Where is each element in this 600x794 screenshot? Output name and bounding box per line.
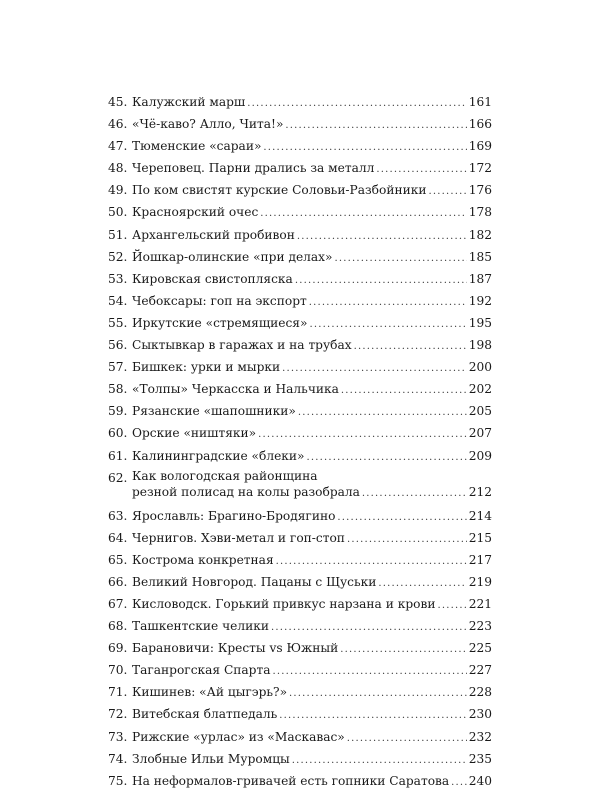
toc-entry[interactable] <box>108 527 492 549</box>
entry-title: Чернигов. Хэви-метал и гоп-стоп <box>132 530 345 545</box>
toc-entry[interactable] <box>108 312 492 334</box>
entry-number: 61. <box>108 448 128 463</box>
toc-entry[interactable] <box>108 201 492 223</box>
dot-leader <box>285 115 466 137</box>
entry-page: 228 <box>468 685 492 700</box>
entry-title: Бишкек: урки и мырки <box>132 360 281 375</box>
entry-page: 195 <box>468 315 492 330</box>
entry-number: 60. <box>108 426 128 441</box>
toc-entry[interactable] <box>108 445 492 467</box>
entry-number: 59. <box>108 404 128 419</box>
entry-number: 51. <box>108 227 128 242</box>
dot-leader <box>337 507 466 529</box>
dot-leader <box>298 402 467 424</box>
entry-number: 66. <box>108 574 128 589</box>
toc-entry[interactable] <box>108 179 492 201</box>
toc-entry[interactable] <box>108 290 492 312</box>
toc-entry[interactable] <box>108 378 492 400</box>
dot-leader <box>307 447 467 469</box>
entry-title: Барановичи: Кресты vs Южный <box>132 641 339 656</box>
entry-page: 215 <box>468 530 492 545</box>
entry-number: 55. <box>108 315 128 330</box>
toc-entry[interactable] <box>108 770 492 792</box>
dot-leader <box>247 93 466 115</box>
toc-entry[interactable] <box>108 593 492 615</box>
dot-leader <box>292 750 467 772</box>
entry-page: 230 <box>468 707 492 722</box>
entry-number: 58. <box>108 382 128 397</box>
entry-page: 166 <box>468 117 492 132</box>
entry-number: 52. <box>108 249 128 264</box>
dot-leader <box>271 617 467 639</box>
toc-entry[interactable] <box>108 681 492 703</box>
toc-entry[interactable] <box>108 615 492 637</box>
toc-entry[interactable] <box>108 467 492 505</box>
entry-number: 54. <box>108 293 128 308</box>
toc-entry[interactable] <box>108 157 492 179</box>
toc-entry[interactable] <box>108 422 492 444</box>
entry-number: 47. <box>108 139 128 154</box>
toc-entry[interactable] <box>108 726 492 748</box>
entry-number: 70. <box>108 663 128 678</box>
entry-page: 212 <box>468 484 492 499</box>
table-of-contents <box>108 91 492 792</box>
entry-title: Тюменские «сараи» <box>132 139 262 154</box>
toc-entry[interactable] <box>108 224 492 246</box>
entry-title: Кишинев: «Ай цыгэрь?» <box>132 685 288 700</box>
entry-number: 46. <box>108 117 128 132</box>
entry-number: 49. <box>108 183 128 198</box>
entry-title: Ташкентские челики <box>132 619 269 634</box>
dot-leader <box>347 728 467 750</box>
toc-entry[interactable] <box>108 356 492 378</box>
entry-title: Кострома конкретная <box>132 552 274 567</box>
entry-title: Калининградские «блеки» <box>132 448 305 463</box>
entry-title: По ком свистят курские Соловьи-Разбойники <box>132 183 427 198</box>
dot-leader <box>273 661 467 683</box>
dot-leader <box>297 226 467 248</box>
entry-title: Кисловодск. Горький привкус нарзана и крови <box>132 596 436 611</box>
toc-entry[interactable] <box>108 505 492 527</box>
entry-page: 182 <box>468 227 492 242</box>
entry-page: 232 <box>468 729 492 744</box>
entry-page: 172 <box>468 161 492 176</box>
dot-leader <box>354 336 467 358</box>
toc-entry[interactable] <box>108 91 492 113</box>
entry-page: 221 <box>468 596 492 611</box>
entry-page: 240 <box>468 773 492 788</box>
toc-entry[interactable] <box>108 748 492 770</box>
entry-page: 223 <box>468 619 492 634</box>
entry-number: 67. <box>108 596 128 611</box>
entry-number: 48. <box>108 161 128 176</box>
entry-number: 65. <box>108 552 128 567</box>
entry-page: 235 <box>468 751 492 766</box>
dot-leader <box>341 380 467 402</box>
entry-title: Таганрогская Спарта <box>132 663 271 678</box>
entry-page: 192 <box>468 293 492 308</box>
entry-number: 64. <box>108 530 128 545</box>
entry-number: 56. <box>108 338 128 353</box>
toc-entry[interactable] <box>108 113 492 135</box>
entry-title: Ярославль: Брагино-Бродягино <box>132 508 336 523</box>
entry-title: Рижские «урлас» из «Маскавас» <box>132 729 345 744</box>
entry-number: 69. <box>108 641 128 656</box>
dot-leader <box>376 159 466 181</box>
entry-number: 45. <box>108 95 128 109</box>
entry-page: 214 <box>468 508 492 523</box>
dot-leader <box>378 573 466 595</box>
entry-page: 202 <box>468 382 492 397</box>
dot-leader <box>309 314 466 336</box>
entry-page: 227 <box>468 663 492 678</box>
entry-number: 53. <box>108 271 128 286</box>
entry-page: 219 <box>468 574 492 589</box>
entry-number: 74. <box>108 751 128 766</box>
entry-page: 209 <box>468 448 492 463</box>
entry-title: Череповец. Парни дрались за металл <box>132 161 375 176</box>
entry-title: Витебская блатпедаль <box>132 707 278 722</box>
toc-entry[interactable] <box>108 400 492 422</box>
entry-number: 72. <box>108 707 128 722</box>
entry-title: Кировская свистопляска <box>132 271 293 286</box>
entry-page: 205 <box>468 404 492 419</box>
toc-entry[interactable] <box>108 135 492 157</box>
entry-page: 161 <box>468 95 492 109</box>
toc-entry[interactable] <box>108 637 492 659</box>
entry-page: 200 <box>468 360 492 375</box>
entry-title: Великий Новгород. Пацаны с Щуськи <box>132 574 377 589</box>
entry-title: «Толпы» Черкасска и Нальчика <box>132 382 339 397</box>
entry-title: «Чё-каво? Алло, Чита!» <box>132 117 284 132</box>
dot-leader <box>451 772 467 794</box>
entry-number: 50. <box>108 205 128 220</box>
entry-page: 198 <box>468 338 492 353</box>
toc-entry[interactable] <box>108 268 492 290</box>
entry-page: 176 <box>468 183 492 198</box>
entry-number: 63. <box>108 508 128 523</box>
entry-title: Рязанские «шапошники» <box>132 404 296 419</box>
entry-page: 178 <box>468 205 492 220</box>
toc-entry[interactable] <box>108 571 492 593</box>
entry-page: 169 <box>468 139 492 154</box>
dot-leader <box>340 639 467 661</box>
dot-leader <box>309 292 467 314</box>
entry-page: 217 <box>468 552 492 567</box>
dot-leader <box>279 705 467 727</box>
toc-entry[interactable] <box>108 334 492 356</box>
entry-page: 185 <box>468 249 492 264</box>
entry-title: Иркутские «стремящиеся» <box>132 315 308 330</box>
entry-page: 225 <box>468 641 492 656</box>
entry-title: Архангельский пробивон <box>132 227 295 242</box>
entry-page: 187 <box>468 271 492 286</box>
entry-title: Чебоксары: гоп на экспорт <box>132 293 307 308</box>
entry-number: 57. <box>108 360 128 375</box>
entry-title: Красноярский очес <box>132 205 259 220</box>
entry-title-line2: резной полисад на колы разобрала <box>132 484 360 499</box>
entry-number: 73. <box>108 729 128 744</box>
entry-title: Орские «ништяки» <box>132 426 257 441</box>
dot-leader <box>260 203 466 225</box>
toc-entry[interactable] <box>108 549 492 571</box>
dot-leader <box>335 248 467 270</box>
dot-leader <box>258 424 467 446</box>
entry-title: Калужский марш <box>132 95 246 109</box>
toc-entry[interactable] <box>108 246 492 268</box>
dot-leader <box>295 270 467 292</box>
entry-title: Злобные Ильи Муромцы <box>132 751 290 766</box>
entry-title: Йошкар-олинские «при делах» <box>132 249 333 264</box>
entry-number: 62. <box>108 470 128 485</box>
dot-leader <box>362 486 467 502</box>
entry-title: На неформалов-гривачей есть гопники Саратова <box>132 773 450 788</box>
dot-leader <box>437 595 466 617</box>
toc-entry[interactable] <box>108 659 492 681</box>
entry-number: 71. <box>108 685 128 700</box>
toc-entry[interactable] <box>108 703 492 725</box>
entry-title: Сыктывкар в гаражах и на трубах <box>132 338 352 353</box>
dot-leader <box>282 358 467 380</box>
entry-number: 75. <box>108 773 128 788</box>
dot-leader <box>347 529 467 551</box>
dot-leader <box>428 181 466 203</box>
dot-leader <box>276 551 467 573</box>
entry-title-line1: Как вологодская районщина <box>132 468 318 483</box>
dot-leader <box>289 683 467 705</box>
entry-page: 207 <box>468 426 492 441</box>
dot-leader <box>263 137 466 159</box>
entry-number: 68. <box>108 619 128 634</box>
